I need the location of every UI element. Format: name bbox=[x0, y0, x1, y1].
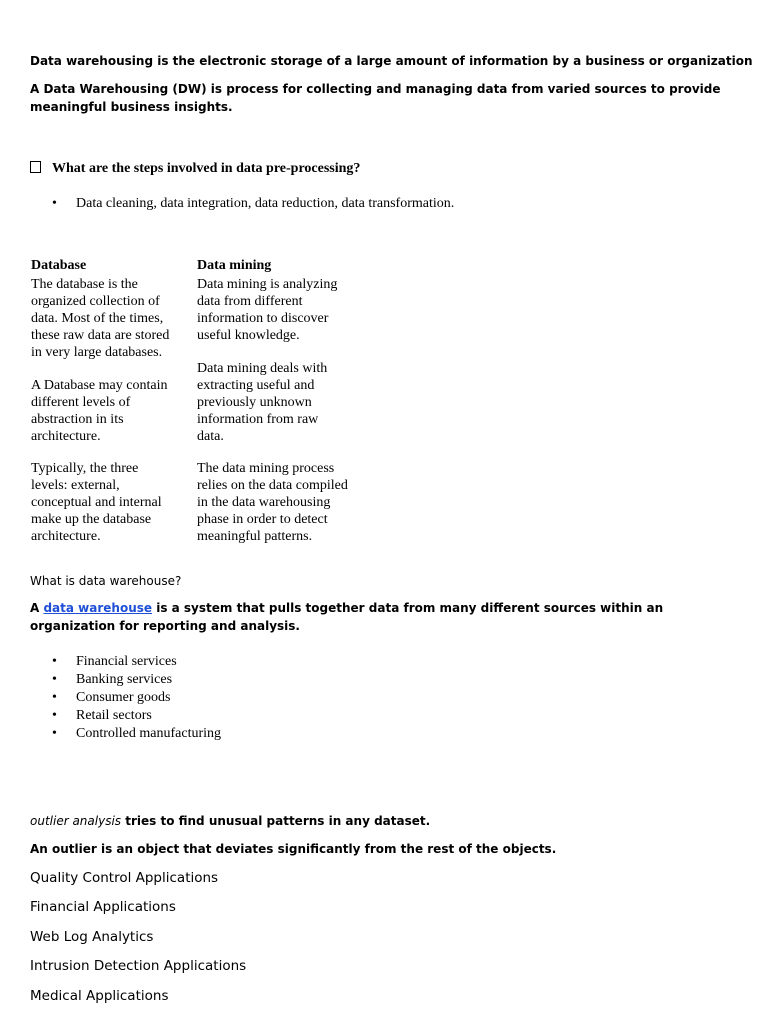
list-item bbox=[52, 689, 221, 707]
bullet-icon: • bbox=[52, 726, 57, 741]
database-paragraph-1: The database is the organized collection of data. Most of the times, these raw data are stored in very large databases. bbox=[31, 277, 170, 360]
intro-line-2 bbox=[30, 80, 748, 116]
database-paragraph-3: Typically, the three levels: external, conceptual and internal make up the database architecture. bbox=[31, 461, 162, 544]
list-item bbox=[52, 671, 221, 689]
bullet-icon: • bbox=[52, 690, 57, 705]
outlier-line-1-rest: tries to find unusual patterns in any dataset. bbox=[121, 814, 431, 828]
warehouse-question: What is data warehouse? bbox=[30, 574, 182, 588]
list-item bbox=[52, 725, 221, 743]
warehouse-definition-prefix: A bbox=[30, 601, 44, 615]
bullet-icon: • bbox=[52, 654, 57, 669]
application-item: Medical Applications bbox=[30, 988, 169, 1004]
database-paragraph-2: A Database may contain different levels of abstraction in its architecture. bbox=[31, 378, 168, 444]
intro-line-2-prefix: A bbox=[30, 82, 44, 96]
data-mining-paragraph-1: Data mining is analyzing data from different information to discover useful knowledge. bbox=[197, 277, 338, 343]
question-preprocessing bbox=[30, 160, 360, 177]
question-preprocessing-text: What are the steps involved in data pre-processing? bbox=[52, 161, 361, 176]
sector-item: Consumer goods bbox=[76, 690, 171, 705]
outlier-line-2: An outlier is an object that deviates significantly from the rest of the objects. bbox=[30, 842, 557, 856]
database-heading: Database bbox=[31, 258, 87, 273]
sector-item: Retail sectors bbox=[76, 708, 152, 723]
application-item: Web Log Analytics bbox=[30, 929, 154, 945]
intro-term: Data Warehousing bbox=[43, 82, 169, 96]
data-mining-paragraph-3: The data mining process relies on the data compiled in the data warehousing phase in order to detect meaningful patterns. bbox=[197, 461, 348, 544]
sector-item: Controlled manufacturing bbox=[76, 726, 222, 741]
intro-line-2-rest: (DW) is process for collecting and managing data from varied sources to provide meaningful business insights. bbox=[30, 82, 721, 114]
outlier-line-1 bbox=[30, 812, 750, 830]
application-item: Intrusion Detection Applications bbox=[30, 958, 247, 974]
data-mining-heading: Data mining bbox=[197, 258, 272, 273]
warehouse-sector-list bbox=[52, 653, 221, 743]
bullet-icon: • bbox=[52, 708, 57, 723]
warehouse-definition bbox=[30, 599, 748, 635]
bullet-icon: • bbox=[52, 196, 57, 211]
list-item bbox=[52, 195, 454, 212]
warehouse-definition-rest: is a system that pulls together data from many different sources within an organization for reporting and analysis. bbox=[30, 601, 664, 633]
data-mining-paragraph-2: Data mining deals with extracting useful and previously unknown information from raw data. bbox=[197, 361, 328, 444]
bullet-icon: • bbox=[52, 672, 57, 687]
preprocessing-answer: Data cleaning, data integration, data reduction, data transformation. bbox=[76, 196, 455, 211]
application-item: Quality Control Applications bbox=[30, 870, 219, 886]
checkbox-glyph-icon bbox=[30, 161, 41, 173]
application-item: Financial Applications bbox=[30, 899, 176, 915]
sector-item: Banking services bbox=[76, 672, 173, 687]
preprocessing-answer-list bbox=[52, 195, 454, 212]
sector-item: Financial services bbox=[76, 654, 177, 669]
list-item bbox=[52, 653, 221, 671]
list-item bbox=[52, 707, 221, 725]
outlier-term: outlier analysis bbox=[30, 814, 122, 828]
data-warehouse-link[interactable]: data warehouse bbox=[43, 601, 153, 615]
intro-line-1: Data warehousing is the electronic storage of a large amount of information by a business or organization bbox=[30, 54, 753, 68]
